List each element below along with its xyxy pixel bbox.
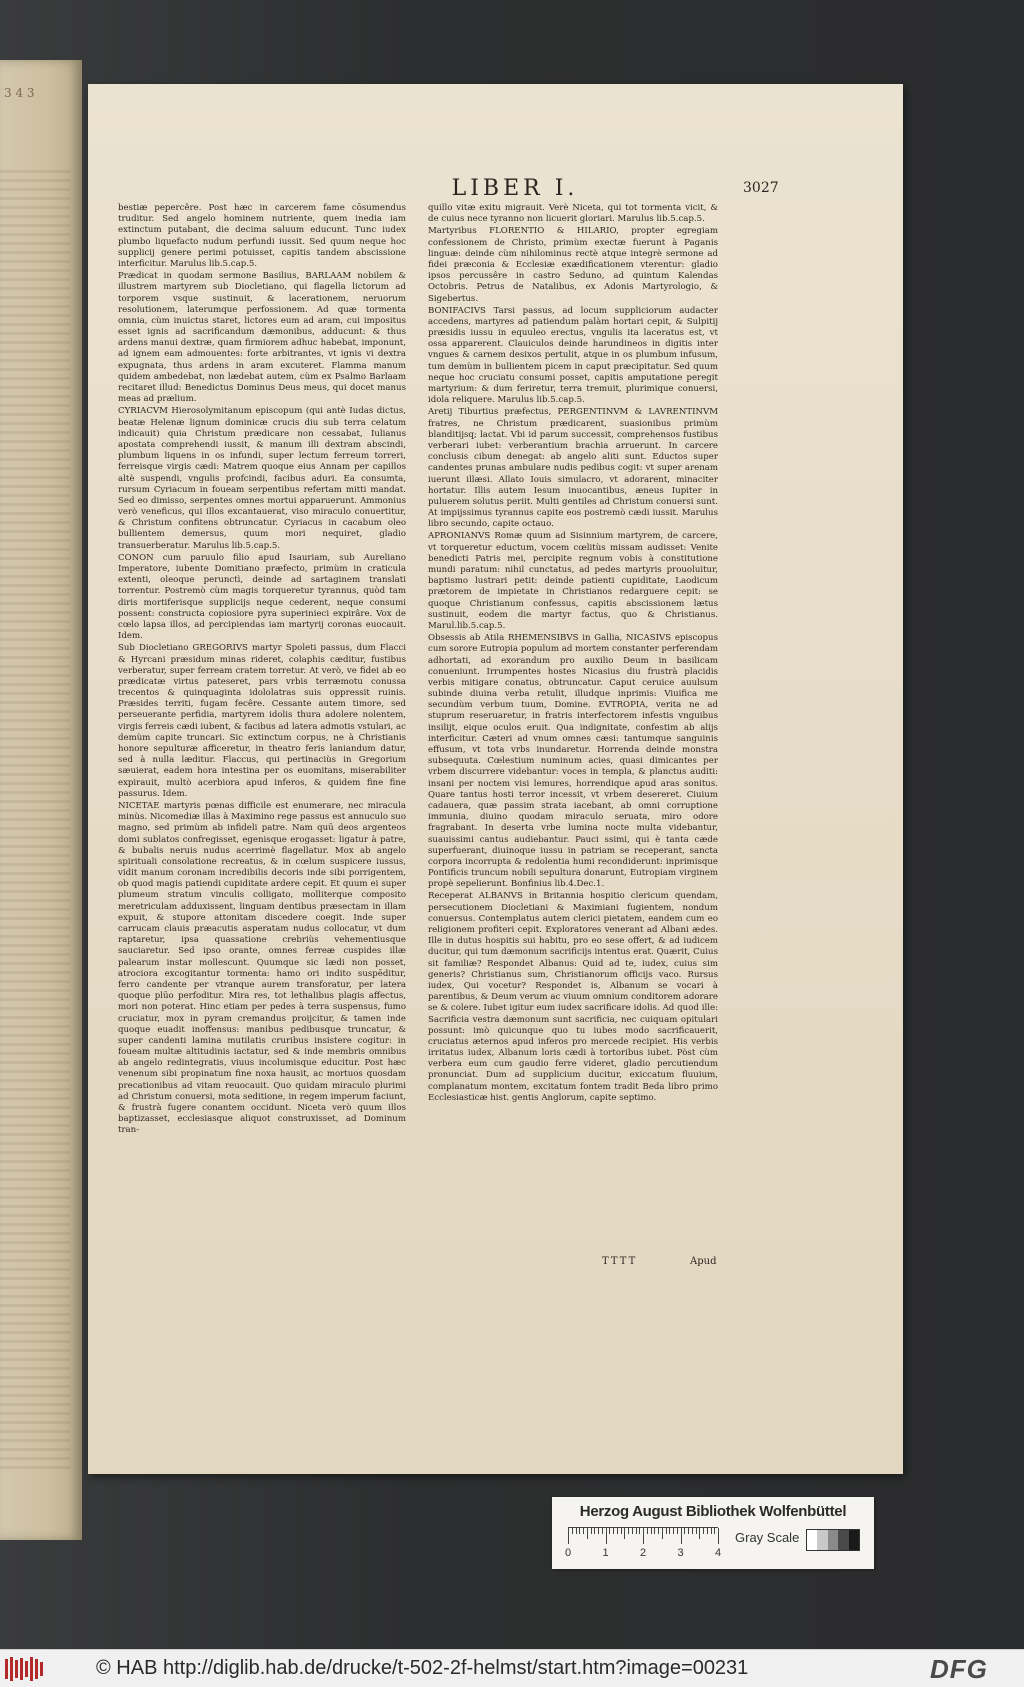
ruler-tick bbox=[658, 1528, 659, 1534]
ruler-tick bbox=[718, 1528, 719, 1544]
right-column-paragraph: APRONIANVS Romæ quum ad Sisinnium martyrem, de carcere, vt torqueretur eductum, vocem cœlitùs missam audisset: Venite benedicti Patris mei, percipite regnum vobis à constitutione mundi paratum: nihil cunctatus, ad pedes martyris prouoluitur, baptismo lustrari petit: deinde patienti cupiditate, Laodicum prætorem de impietate in Christianos redarguere cepit: se quoque Christianum confessus, capitis abscissionem lætus sustinuit, eodem die martyr factus, quo & Christianus. Marul.lib.5.cap.5. bbox=[428, 531, 718, 631]
ruler-label: 4 bbox=[715, 1547, 722, 1559]
ruler-tick bbox=[647, 1528, 648, 1534]
ruler-tick bbox=[636, 1528, 637, 1534]
left-column-paragraph: CYRIACVM Hierosolymitanum episcopum (qui antè Iudas dictus, beatæ Helenæ lignum dominicæ crucis diu sub terra celatum indicauit) quia Christum prædicare non cessabat, Iulianus apostata comprehendi iussit, & manum illi dextram abscindi, plumbum liquens in os infundi, super lectum ferreum torreri, ferreisque virgis cædi: Matrem quoque eius Annam per capillos altè suspendi, vngulis profcindi, facibus aduri. Ea consumta, rursum Cyriacum in foueam serpentibus refertam mitti mandat. Sed eo dimisso, serpentes omnes mortui apparuerunt. Ammonius verò veneficus, qui illos excantauerat, viso miraculo conuertitur, & Christum confitens obtruncatur. Cyriacus in cacabum oleo bullientem demersus, quum mori nequiret, gladio transuerberatur. Marulus lib.5.cap.5. bbox=[118, 406, 406, 551]
ruler-label: 3 bbox=[677, 1547, 684, 1559]
ruler-tick bbox=[677, 1528, 678, 1534]
ruler-tick bbox=[703, 1528, 704, 1534]
ruler-tick bbox=[639, 1528, 640, 1534]
printer-signature: TTTT bbox=[602, 1256, 638, 1267]
right-column-paragraph: Martyribus FLORENTIO & HILARIO, propter egregiam confessionem de Christo, primùm exectæ fuerunt à Paganis linguæ: deinde cùm nihilominus rectè atque integrè sermone ad fidei præconia & Ecclesiæ exædificationem vterentur: gladio ipsos percussêre in castro Seduno, ad quintum Kalendas Octobris. Petrus de Natalibus, ex Adonis Martyrologio, & Sigebertus. bbox=[428, 226, 718, 304]
ruler-tick bbox=[576, 1528, 577, 1534]
ruler-label: 2 bbox=[640, 1547, 647, 1559]
right-column-paragraph: Receperat ALBANVS in Britannia hospitio clericum quendam, persecutionem Diocletiani & Maximiani fugientem, nondum conuersus. Contemplatus autem clerici pietatem, eandem cum eo religionem profiteri cepit. Exploratores venerant ad Albani ædes. Ille in dutus hospitis sui habitu, pro eo sese offert, & ad iudicem ducitur, qui tum dæmonum sacrificijs intentus erat. Quærit, Cuius sit familiæ? Respondet Albanus: Quid ad te, iudex, cuius sim generis? Christianus sum, Christianorum officijs vaco. Rursus iudex, Qui vocetur? Respondet is, Albanum se vocari à parentibus, & Deum verum ac viuum omnium conditorem adorare se & colere. Iubet igitur eum iudex sacrificare idolis. Ad quod ille: Sacrificia vestra dæmonum sunt sacrificia, nec cuiquam opitulari possunt: imò quicunque quo tu iubes modo sacrificauerit, cruciatus æternos apud inferos pro mercede recipiet. His verbis irritatus iudex, Albanum loris cædi à tortoribus iubet. Pòst cùm verbera eum cum gaudio ferre videret, gladio percutiendum pronunciat. Dum ad supplicium ducitur, exiccatum fluuium, complanatum montem, excitatum fontem tradit Beda libro primo Ecclesiasticæ hist. gentis Anglorum, capite septimo. bbox=[428, 891, 718, 1103]
ruler-labels bbox=[565, 1547, 738, 1563]
ruler-tick bbox=[579, 1528, 580, 1534]
measurement-ruler bbox=[568, 1527, 718, 1546]
grayscale-patch bbox=[838, 1530, 848, 1550]
grayscale-label: Gray Scale bbox=[735, 1530, 800, 1545]
dfg-logo[interactable]: DFG bbox=[930, 1654, 988, 1684]
ruler-tick bbox=[643, 1528, 644, 1544]
ruler-tick bbox=[688, 1528, 689, 1534]
text-column-left bbox=[118, 203, 406, 1358]
color-reference-card bbox=[552, 1497, 874, 1569]
page-number: 3027 bbox=[743, 180, 779, 196]
left-column-paragraph: Prædicat in quodam sermone Basilius, BARLAAM nobilem & illustrem martyrem sub Diocletiano, qui flagella lictorum ad torporem vsque sustinuit, & lacerationem, neruorum resolutionem, laterumque perfossionem. Ad quæ tormenta omnia, cùm inuictus staret, lictores eum ad aram, cui impositus esset ignis ad sacrificandum dæmonibus, adducunt: & thus ardens manui dextræ, quam firmiorem adhuc habebat, imponunt, ad ignem eam admouentes: forte arbitrantes, vt ignis vi dextra expugnata, thus ardens in aram excuteret. Flamma manum quidem ambedebat, non lædebat autem, cùm ex Psalmo Barlaam recitaret illud: Benedictus Dominus Deus meus, qui docet manus meas ad prælium. bbox=[118, 271, 406, 405]
ruler-tick bbox=[583, 1528, 584, 1534]
footer-source-link[interactable]: © HAB http://diglib.hab.de/drucke/t-502-2f-helmst/start.htm?image=00231 bbox=[96, 1657, 749, 1679]
ruler-tick bbox=[587, 1528, 588, 1539]
right-column-paragraph: BONIFACIVS Tarsi passus, ad locum suppliciorum audacter accedens, martyres ad patiendum palàm hortari cepit, & Sulpitij præsidis iussu in equuleo erectus, vngulis ita laceratus est, vt ossa apparerent. Clauiculos deinde harundineos in digitis inter vngues & carnem desixos pertulit, atque in os plumbum infusum, tum demùm in bullientem picem in caput præcipitatur. Sed quum neque hoc cruciatu consumi posset, capitis amputatione peregit martyrium: & dum feriretur, terra tremuit, plurimique conuersi, idola reliquere. Marulus lib.5.cap.5. bbox=[428, 305, 718, 406]
ruler-tick bbox=[598, 1528, 599, 1534]
right-column-paragraph: Obsessis ab Atila RHEMENSIBVS in Gallia, NICASIVS episcopus cum sorore Eutropia populum ad mortem constanter perferendam adhortati, ad exorandum pro auxilio Deum in basilicam conueniunt. Irrumpentes hostes Nicasius diu frustrà placidis verbis mitigare conatus, obtruncatur. Caput ceruice auulsum subinde diuina verba retulit, illudque inprimis: Viuifica me secundùm verbum tuum, Domine. EVTROPIA, verita ne ad stuprum reseruaretur, in fratris interfectorem infestis vnguibus insilijt, eique oculos eruit. Qua indignitate, confestim ab alijs interficitur. Cæteri ad vnum omnes cæsi: tantumque sanguinis effusum, vt tota vrbs inundaretur. Horrenda deinde monstra subsequuta. Cœlestium numinum acies, quasi dimicantes per vrbem discurrere videbantur: voces in templa, & planctus auditi: insani per noctem visi lemures, horrendique apud aras sonitus. Quare tantus hosti terror incessit, vt vrbem desereret. Ciuium cadauera, quæ passim strata iacebant, ab omni corruptione immunia, diuino quodam miraculo seruata, miro odore fragrabant. In deserta vrbe lumina nocte multa videbantur, suauissimi cantus audiebantur. Pauci ssimi, qui è tanta cæde superfuerant, diuinoque iussu in patriam se receperant, sancta corpora incorrupta & redolentia humi recondiderunt: inprimisque Pontificis truncum nobili sepultura donarunt, Eutropiam virginem propè sepelierunt. Bonfinius lib.4.Dec.1. bbox=[428, 633, 718, 890]
ruler-tick bbox=[696, 1528, 697, 1534]
ruler-tick bbox=[692, 1528, 693, 1534]
ruler-tick bbox=[632, 1528, 633, 1534]
ruler-tick bbox=[669, 1528, 670, 1534]
ruler-tick bbox=[651, 1528, 652, 1534]
book-page bbox=[88, 84, 903, 1474]
ruler-tick bbox=[568, 1528, 569, 1544]
left-page-text-strip bbox=[0, 170, 70, 1470]
ruler-tick bbox=[602, 1528, 603, 1534]
ruler-tick bbox=[621, 1528, 622, 1534]
ruler-tick bbox=[591, 1528, 592, 1534]
text-column-right bbox=[428, 203, 718, 1358]
left-facing-page-edge bbox=[0, 60, 82, 1540]
left-column-paragraph: CONON cum paruulo filio apud Isauriam, sub Aureliano Imperatore, iubente Domitiano præfecto, primùm in craticula extenti, oleoque perunctì, deinde ad sartaginem translati torrentur. Postremò cùm magis torqueretur tyrannus, quòd tam diris mortiferisque supplicijs neque cederent, neque consumi possent: constructa copiosiore pyra superinieci expirâre. Vox de cœlo lapsa illos, ad percipiendas iam martyrij coronas euocauit. Idem. bbox=[118, 552, 406, 642]
right-column-paragraph: Aretij Tiburtius præfectus, PERGENTINVM & LAVRENTINVM fratres, ne Christum prædicarent, suasionibus primùm blanditijsq; lactat. Vbi id parum successit, comprehensos fustibus verberari iubet: verberantium brachia arruerunt. In carcere conclusis cibum denegat: ab angelo aliti sunt. Eductos super candentes prunas ambulare nudis pedibus cogit: vt super arenam iuerunt illæsi. Allato Iouis simulacro, vt adorarent, minaciter hortatur. Illis autem Iesum inuocantibus, æneus Iupiter in puluerem solutus periit. Multi gentiles ad Christum conuersi sunt. At impijssimus tyrannus capite eos postremò cædi iussit. Marulus libro secundo, capite octauo. bbox=[428, 407, 718, 530]
ruler-tick bbox=[624, 1528, 625, 1539]
left-column-paragraph: Sub Diocletiano GREGORIVS martyr Spoleti passus, dum Flacci & Hyrcani præsidum minas rideret, colaphis cæditur, fustibus verberatur, super ferream cratem torretur. At verò, ve fidei ab eo prædicatæ virtus pateseret, pars vrbis terræmotu conussa trecentos & quinquaginta idololatras suis oppressit ruinis. Præsides territi, fugam fecêre. Cessante autem timore, sed perseuerante perfidia, martyrem idolis thura adolere nolentem, virgis ferreis cædi iubent, & facibus ad latera admotis vstulari, ac demùm capite truncari. Sic extinctum corpus, ne à Christianis honore sepulturæ afficeretur, in theatro feris laniandum datur, sed à nulla læditur. Flaccus, qui pertinaciùs in Gregorium sæuierat, eadem hora intestina per os euomitans, miserabiliter expirauit, multò acerbiora apud inferos, & quidem fine fine passurus. Idem. bbox=[118, 643, 406, 799]
ruler-label: 1 bbox=[602, 1547, 609, 1559]
ruler-tick bbox=[609, 1528, 610, 1534]
ruler-tick bbox=[613, 1528, 614, 1534]
ruler-tick bbox=[714, 1528, 715, 1534]
grayscale-patch bbox=[817, 1530, 827, 1550]
ruler-tick bbox=[662, 1528, 663, 1539]
ruler-tick bbox=[681, 1528, 682, 1544]
right-column-paragraph: quillo vitæ exitu migrauit. Verè Niceta, qui tot tormenta vicit, & de cuius nece tyranno non licuerit gloriari. Marulus lib.5.cap.5. bbox=[428, 203, 718, 225]
ruler-tick bbox=[594, 1528, 595, 1534]
ruler-tick bbox=[572, 1528, 573, 1534]
ruler-tick bbox=[707, 1528, 708, 1534]
left-column-paragraph: bestiæ pepercêre. Post hæc in carcerem fame cōsumendus truditur. Sed angelo hominem nutriente, quem inedia iam extinctum putabant, die decima saluum educunt. Tunc iudex plumbo liquefacto nudum perfundi iussit. Sed quum neque hoc supplicij genere perimi potuisset, capitis tandem abscissione interficitur. Marulus lib.5.cap.5. bbox=[118, 203, 406, 269]
grayscale-patch bbox=[807, 1530, 817, 1550]
left-column-paragraph: NICETAE martyris pœnas difficile est enumerare, nec miracula minùs. Nicomediæ illas à Maximino rege passus est annuculo suo magno, sed primùm ab infideli patre. Nam quū deos argenteos domi sublatos confregisset, egenisque erogasset: ligatur à patre, & bubalis neruis nudus acerrimè flagellatur. Mox ab angelo spirituali consolatione recreatus, & in cœlum suspicere iussus, vidit manum coronam incredibilis decoris inde sibi porrigentem, ob quod magis patiendi cupiditate ardere cepit. Et quum ei super plumeum stratum vinculis colligato, molliterque composito meretriculam adduxissent, linguam dentibus præsectam in illam expuit, & stupore attonitam discedere coegit. Inde super carrucam clauis præacutis asperatam nudus collocatur, vt dum raptaretur, ipsa quassatione crebriùs vehementiusque sauciaretur. Sed ipso orante, omnes ferreæ cuspides illæ palearum instar mollescunt. Quumque sic lædi non posset, atrociora excogitantur tormenta: hamo ori indito suspēditur, ferro candente per vtranque aurem transforatur, per latera quoque plūo perfoditur. Mira res, tot lethalibus plagis affectus, mori non poterat. Hinc etiam per pedes à terra suspensus, fumo cruciatur, mox in pyram cremandus proijcitur, & tamen inde quoque euadit inoffensus: manibus pedibusque truncatur, & super candenti lamina mutilatis cruribus insistere cogitur: in foueam multæ altitudinis iactatur, sed & inde membris omnibus ab angelo redintegratis, viuus incolumisque educitur. Post hæc venenum sibi propinatum fine noxa hausit, ac mortuos quosdam precationibus ad vitam reuocauit. Quo quidam miraculo plurimi ad Christum conuersi, mota seditione, in regem imperum faciunt, & frustrà fugere conantem occidunt. Niceta verò quum illos baptizasset, ecclesiasque aliquot construxisset, ad Dominum tran- bbox=[118, 800, 406, 1136]
ruler-tick bbox=[684, 1528, 685, 1534]
ruler-tick bbox=[711, 1528, 712, 1534]
hab-logo-icon[interactable] bbox=[4, 1656, 46, 1682]
left-page-edge-mark: 3 4 3 bbox=[4, 86, 35, 100]
grayscale-patch bbox=[849, 1530, 859, 1550]
ruler-tick bbox=[617, 1528, 618, 1534]
grayscale-patches bbox=[806, 1529, 860, 1551]
grayscale-patch bbox=[828, 1530, 838, 1550]
ruler-tick bbox=[654, 1528, 655, 1534]
card-title: Herzog August Bibliothek Wolfenbüttel bbox=[579, 1503, 847, 1520]
ruler-label: 0 bbox=[565, 1547, 572, 1559]
catchword: Apud bbox=[690, 1256, 717, 1267]
ruler-tick bbox=[628, 1528, 629, 1534]
ruler-tick bbox=[606, 1528, 607, 1544]
ruler-tick bbox=[699, 1528, 700, 1539]
running-header-title: LIBER I. bbox=[451, 176, 579, 201]
ruler-tick bbox=[673, 1528, 674, 1534]
footer-bar bbox=[0, 1649, 1024, 1687]
ruler-tick bbox=[666, 1528, 667, 1534]
